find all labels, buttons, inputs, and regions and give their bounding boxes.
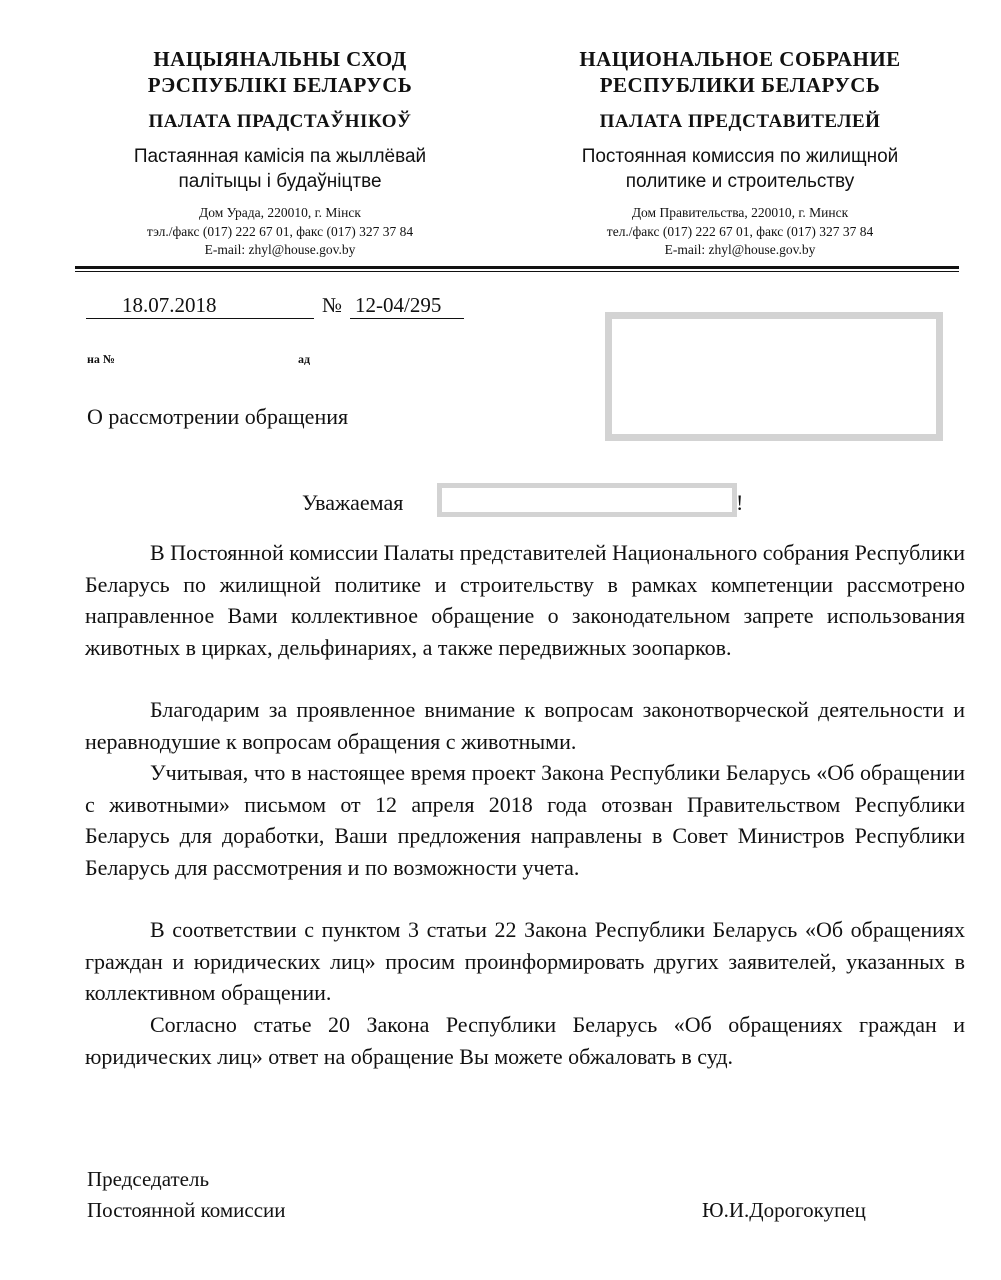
commission-name-ru-line1: Постоянная комиссия по жилищной xyxy=(581,146,899,167)
chamber-name-ru: ПАЛАТА ПРЕДСТАВИТЕЛЕЙ xyxy=(599,111,881,132)
header-divider-thick xyxy=(75,266,959,269)
recipient-address-redacted xyxy=(605,312,943,441)
phone-ru: тел./факс (017) 222 67 01, факс (017) 327 37 84 xyxy=(606,223,874,239)
letter-subject: О рассмотрении обращения xyxy=(87,404,349,429)
address-ru: Дом Правительства, 220010, г. Минск xyxy=(631,205,849,220)
address-by: Дом Урада, 220010, г. Мінск xyxy=(199,205,361,220)
body-paragraph-4: В соответствии с пунктом 3 статьи 22 Закона Республики Беларусь «Об обращениях граждан и юридических лиц» просим проинформировать других заявителей, указанных в коллективном обращении. xyxy=(85,917,965,1005)
header-belarusian xyxy=(75,46,485,260)
signatory-name: Ю.И.Дорогокупец xyxy=(702,1198,866,1222)
org-name-ru-line1: НАЦИОНАЛЬНОЕ СОБРАНИЕ xyxy=(579,47,901,71)
commission-name-by-line2: палітыцы і будаўніцтве xyxy=(178,171,382,192)
signatory-title-line1: Председатель xyxy=(87,1167,210,1191)
body-paragraph-3: Учитывая, что в настоящее время проект Закона Республики Беларусь «Об обращении с животными» письмом от 12 апреля 2018 года отозван Правительством Республики Беларусь для доработки, Ваши предложения направлены в Совет Министров Республики Беларусь для рассмотрения и по возможности учета. xyxy=(85,760,965,880)
commission-name-ru-line2: политике и строительству xyxy=(625,171,855,192)
header-russian xyxy=(530,46,950,260)
salutation-suffix: ! xyxy=(736,490,744,515)
date-underline xyxy=(86,318,314,319)
chamber-name-by: ПАЛАТА ПРАДСТАЎНІКОЎ xyxy=(148,111,412,132)
email-by: E-mail: zhyl@house.gov.by xyxy=(204,242,356,257)
org-name-by-line1: НАЦЫЯНАЛЬНЫ СХОД xyxy=(153,47,407,71)
body-paragraph-1: В Постоянной комиссии Палаты представителей Национального собрания Республики Беларусь по жилищной политике и строительству в рамках компетенции рассмотрено направленное Вами коллективное обращение о законодательном запрете использования животных в цирках, дельфинариях, а также передвижных зоопарков. xyxy=(85,540,965,660)
letter-date: 18.07.2018 xyxy=(122,293,217,317)
phone-by: тэл./факс (017) 222 67 01, факс (017) 327 37 84 xyxy=(146,223,414,239)
salutation-prefix: Уважаемая xyxy=(302,490,404,515)
org-name-by-line2: РЭСПУБЛІКІ БЕЛАРУСЬ xyxy=(147,73,413,97)
email-ru: E-mail: zhyl@house.gov.by xyxy=(664,242,816,257)
org-name-ru-line2: РЕСПУБЛИКИ БЕЛАРУСЬ xyxy=(599,73,881,97)
body-paragraph-5: Согласно статье 20 Закона Республики Беларусь «Об обращениях граждан и юридических лиц» ответ на обращение Вы можете обжаловать в суд. xyxy=(85,1012,965,1069)
number-underline xyxy=(350,318,464,319)
body-paragraph-2: Благодарим за проявленное внимание к вопросам законотворческой деятельности и неравнодушие к вопросам обращения с животными. xyxy=(85,697,965,754)
reference-from-label: ад xyxy=(298,352,311,366)
letter-number: 12-04/295 xyxy=(355,293,442,317)
commission-name-by-line1: Пастаянная камісія па жыллёвай xyxy=(133,146,427,167)
reference-label: на № xyxy=(87,352,115,366)
number-label: № xyxy=(322,293,343,317)
signatory-title-line2: Постоянной комиссии xyxy=(87,1198,286,1222)
recipient-name-redacted xyxy=(437,483,737,517)
header-divider-thin xyxy=(75,271,959,272)
